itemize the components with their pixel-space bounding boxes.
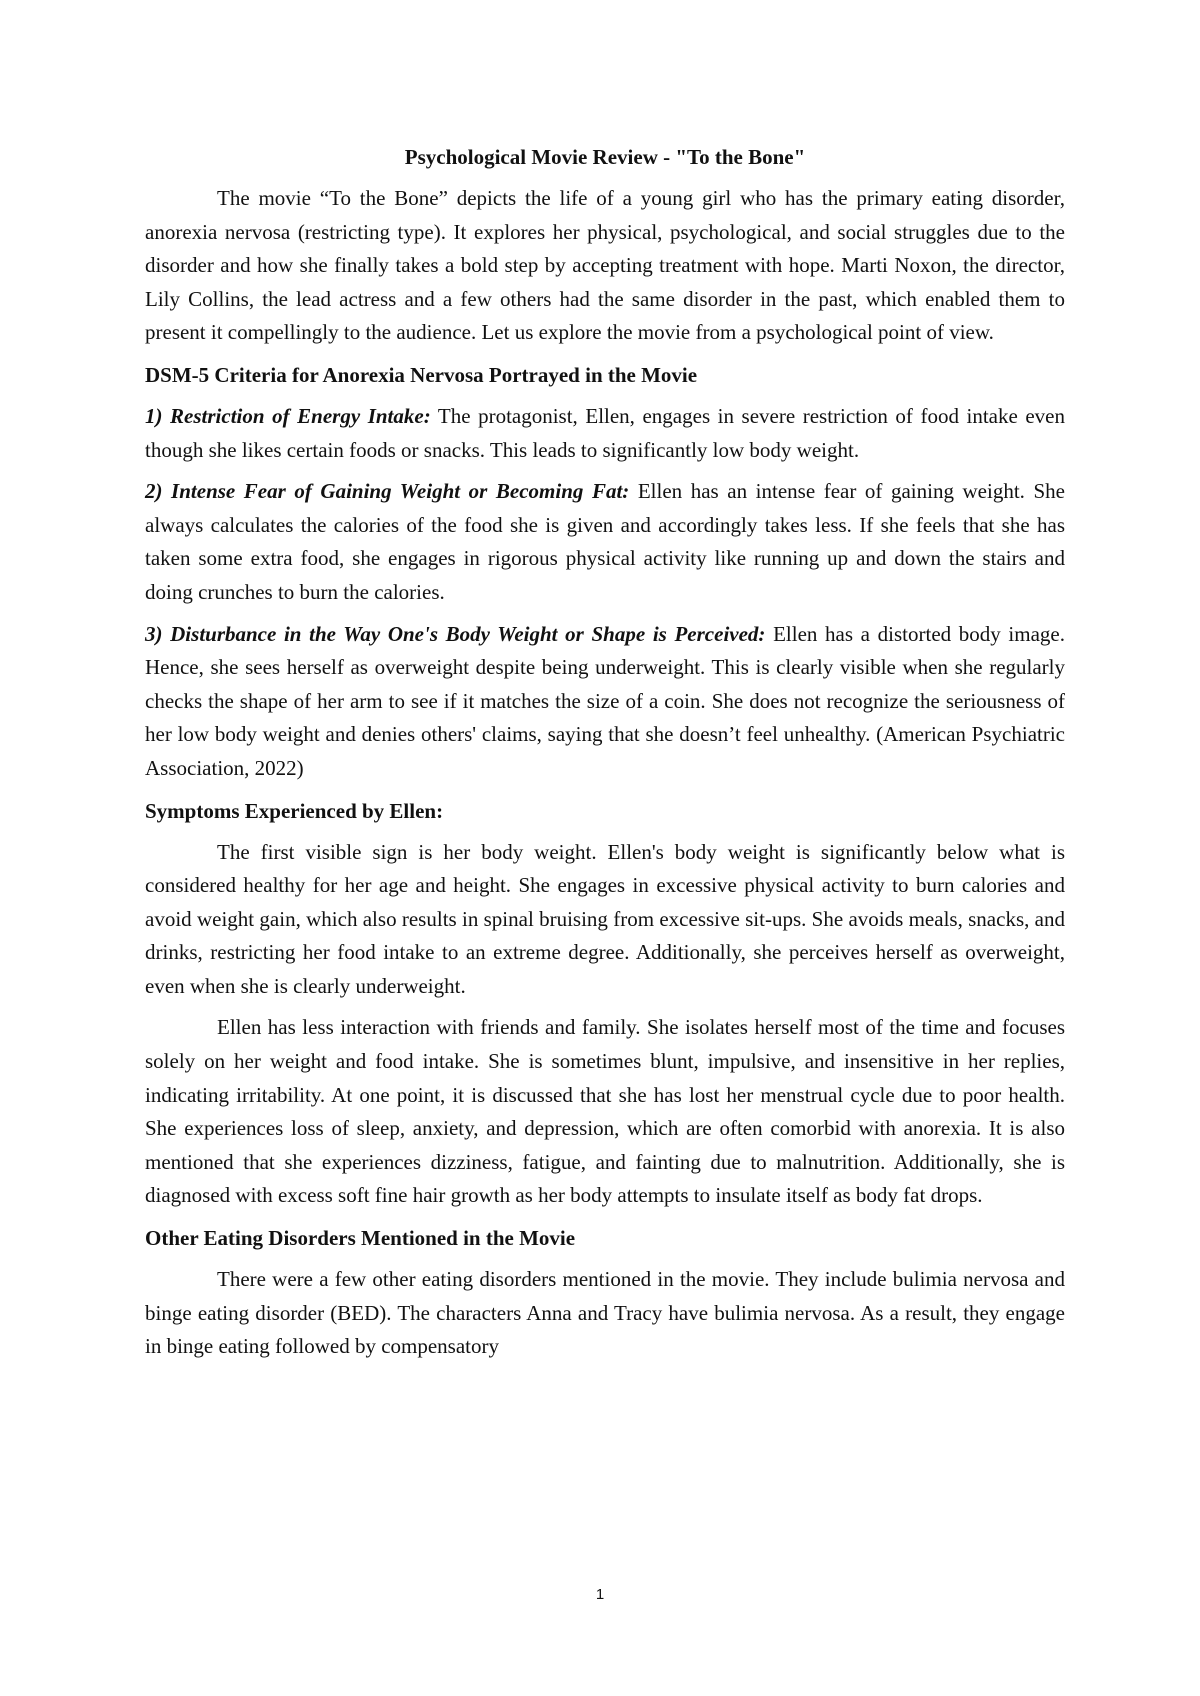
criterion-label: 1) Restriction of Energy Intake: xyxy=(145,403,431,428)
criterion-label: 3) Disturbance in the Way One's Body Weight or Shape is Perceived: xyxy=(145,621,766,646)
page-content xyxy=(145,140,1065,1372)
page-number: 1 xyxy=(595,1586,605,1603)
intro-paragraph: The movie “To the Bone” depicts the life of a young girl who has the primary eating disorder, anorexia nervosa (restricting type). It explores her physical, psychological, and social struggles due to the disorder and how she finally takes a bold step by accepting treatment with hope. Marti Noxon, the director, Lily Collins, the lead actress and a few others had the same disorder in the past, which enabled them to present it compellingly to the audience. Let us explore the movie from a psychological point of view. xyxy=(145,186,1065,345)
section-heading-other-disorders: Other Eating Disorders Mentioned in the Movie xyxy=(145,1226,576,1251)
criterion-text: Ellen has a distorted body image. Hence, she sees herself as overweight despite being underweight. This is clearly visible when she regularly checks the shape of her arm to see if it matches the size of a coin. She does not recognize the seriousness of her low body weight and denies others' claims, saying that she doesn’t feel unhealthy. (American Psychiatric Association, 2022) xyxy=(145,621,1065,780)
criterion-label: 2) Intense Fear of Gaining Weight or Becoming Fat: xyxy=(145,479,630,504)
criterion-paragraph xyxy=(145,475,1065,609)
document-title: Psychological Movie Review - "To the Bone" xyxy=(404,145,806,169)
criterion-text: The protagonist, Ellen, engages in severe restriction of food intake even though she likes certain foods or snacks. This leads to significantly low body weight. xyxy=(145,403,1066,462)
criterion-paragraph xyxy=(145,618,1065,786)
symptoms-paragraph: The first visible sign is her body weight. Ellen's body weight is significantly below what is considered healthy for her age and height. She engages in excessive physical activity to burn calories and avoid weight gain, which also results in spinal bruising from excessive sit-ups. She avoids meals, snacks, and drinks, restricting her food intake to an extreme degree. Additionally, she perceives herself as overweight, even when she is clearly underweight. xyxy=(145,839,1065,998)
section-heading-symptoms: Symptoms Experienced by Ellen: xyxy=(145,798,444,823)
other-disorders-paragraph: There were a few other eating disorders mentioned in the movie. They include bulimia nervosa and binge eating disorder (BED). The characters Anna and Tracy have bulimia nervosa. As a result, they engage in binge eating followed by compensatory xyxy=(145,1267,1065,1359)
criterion-text: Ellen has an intense fear of gaining weight. She always calculates the calories of the food she is given and accordingly takes less. If she feels that she has taken some extra food, she engages in rigorous physical activity like running up and down the stairs and doing crunches to burn the calories. xyxy=(145,479,1065,604)
section-heading-dsm5-criteria: DSM-5 Criteria for Anorexia Nervosa Portrayed in the Movie xyxy=(145,362,698,387)
symptoms-paragraph: Ellen has less interaction with friends and family. She isolates herself most of the time and focuses solely on her weight and food intake. She is sometimes blunt, impulsive, and insensitive in her replies, indicating irritability. At one point, it is discussed that she has lost her menstrual cycle due to poor health. She experiences loss of sleep, anxiety, and depression, which are often comorbid with anorexia. It is also mentioned that she experiences dizziness, fatigue, and fainting due to malnutrition. Additionally, she is diagnosed with excess soft fine hair growth as her body attempts to insulate itself as body fat drops. xyxy=(145,1015,1065,1208)
criterion-paragraph xyxy=(145,400,1065,467)
